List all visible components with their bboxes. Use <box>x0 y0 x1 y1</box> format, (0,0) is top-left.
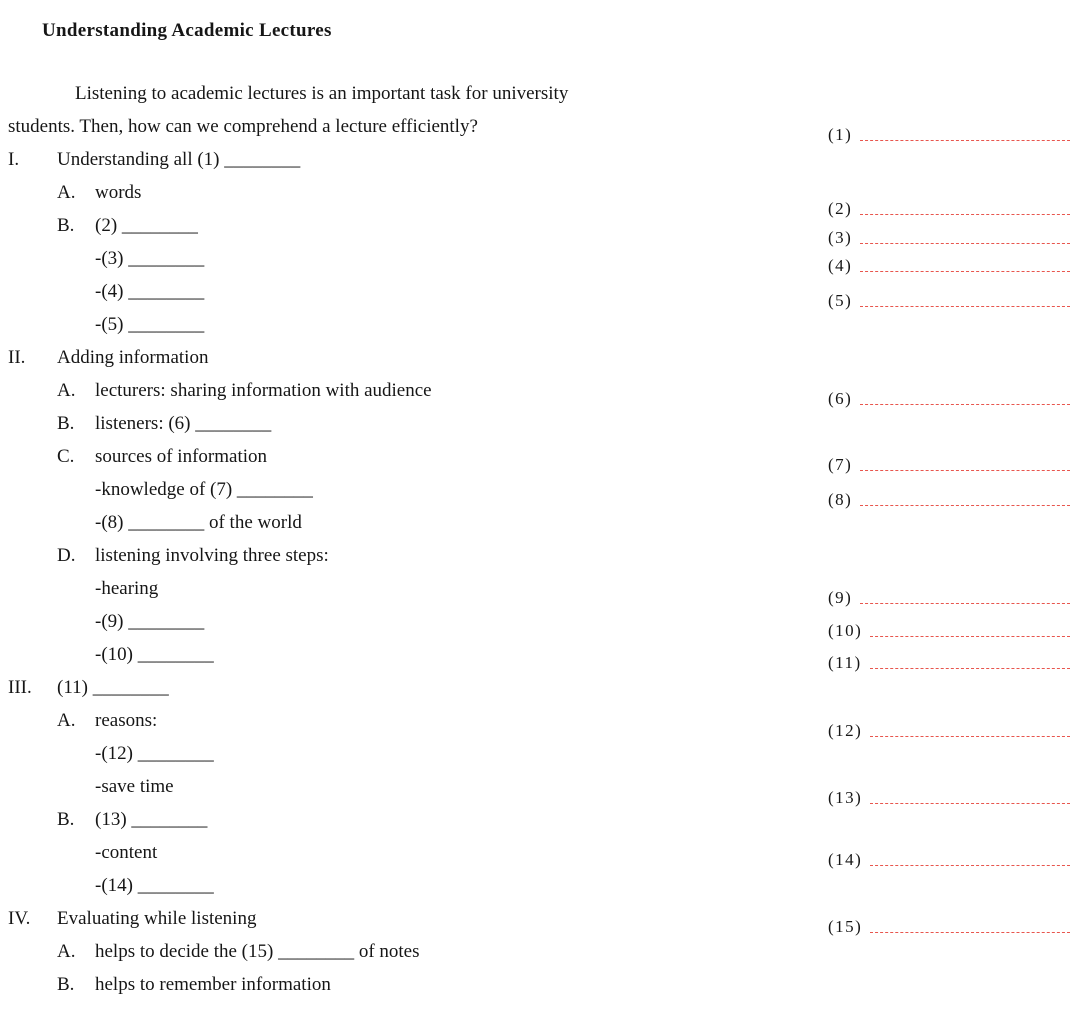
outline-marker: D. <box>57 545 76 566</box>
outline-marker: III. <box>8 677 32 698</box>
answer-number: (1) <box>828 125 853 144</box>
outline-row <box>8 869 820 902</box>
answer-number: (13) <box>828 788 863 807</box>
outline-text: -save time <box>95 776 174 797</box>
intro-paragraph <box>8 77 820 143</box>
answer-number: (10) <box>828 621 863 640</box>
outline-text: helps to remember information <box>95 974 331 995</box>
outline-row <box>8 803 820 836</box>
intro-line: students. Then, how can we comprehend a lecture efficiently? <box>8 116 478 137</box>
outline-row <box>8 473 820 506</box>
outline-text: -(12) ________ <box>95 743 214 764</box>
answer-row <box>828 121 1070 147</box>
outline-text: -(8) ________ of the world <box>95 512 302 533</box>
outline-column <box>8 14 820 1001</box>
outline-text: helps to decide the (15) ________ of notes <box>95 941 420 962</box>
page-title: Understanding Academic Lectures <box>42 20 332 41</box>
outline-row <box>8 605 820 638</box>
answer-number: (2) <box>828 199 853 218</box>
outline-text: listening involving three steps: <box>95 545 329 566</box>
answer-number: (3) <box>828 228 853 247</box>
outline-text: sources of information <box>95 446 268 467</box>
outline-row <box>8 374 820 407</box>
outline-text: (13) ________ <box>95 809 208 830</box>
outline-marker: A. <box>57 182 76 203</box>
outline-row <box>8 341 820 374</box>
answer-number: (6) <box>828 389 853 408</box>
outline-row <box>8 308 820 341</box>
answer-blank-line <box>860 306 1070 307</box>
outline-row <box>8 671 820 704</box>
answer-blank-line <box>860 140 1070 141</box>
outline-row <box>8 902 820 935</box>
outline-text: -(9) ________ <box>95 611 205 632</box>
outline-text: reasons: <box>95 710 158 731</box>
outline-marker: B. <box>57 974 75 995</box>
outline-row <box>8 440 820 473</box>
outline-text: -content <box>95 842 158 863</box>
outline-text: listeners: (6) ________ <box>95 413 272 434</box>
outline-row <box>8 176 820 209</box>
outline-marker: A. <box>57 380 76 401</box>
answer-number: (11) <box>828 653 862 672</box>
outline-text: words <box>95 182 142 203</box>
outline-row <box>8 572 820 605</box>
outline <box>8 143 820 1001</box>
outline-row <box>8 242 820 275</box>
outline-row <box>8 935 820 968</box>
outline-row <box>8 506 820 539</box>
answer-row <box>828 195 1070 221</box>
intro-line: Listening to academic lectures is an important task for university <box>75 83 569 104</box>
answer-blank-line <box>870 636 1070 637</box>
answer-blank-line <box>870 865 1070 866</box>
answer-row <box>828 649 1070 675</box>
answer-number: (14) <box>828 850 863 869</box>
answer-row <box>828 846 1070 872</box>
outline-marker: I. <box>8 149 20 170</box>
outline-text: -(5) ________ <box>95 314 205 335</box>
answer-blank-line <box>870 932 1070 933</box>
answer-number: (5) <box>828 291 853 310</box>
outline-text: lecturers: sharing information with audience <box>95 380 432 401</box>
outline-text: -hearing <box>95 578 159 599</box>
outline-text: -(3) ________ <box>95 248 205 269</box>
answer-row <box>828 385 1070 411</box>
outline-row <box>8 539 820 572</box>
outline-marker: B. <box>57 215 75 236</box>
outline-text: -(4) ________ <box>95 281 205 302</box>
outline-text: Understanding all (1) ________ <box>57 149 301 170</box>
answer-row <box>828 584 1070 610</box>
outline-text: -knowledge of (7) ________ <box>95 479 313 500</box>
outline-text: (11) ________ <box>57 677 169 698</box>
outline-marker: A. <box>57 941 76 962</box>
answer-number: (12) <box>828 721 863 740</box>
answer-row <box>828 784 1070 810</box>
outline-row <box>8 407 820 440</box>
outline-text: -(14) ________ <box>95 875 214 896</box>
answer-blank-line <box>860 505 1070 506</box>
outline-marker: II. <box>8 347 26 368</box>
answer-number: (8) <box>828 490 853 509</box>
answer-blank-line <box>870 736 1070 737</box>
answer-blank-line <box>860 214 1070 215</box>
outline-row <box>8 968 820 1001</box>
outline-text: Adding information <box>57 347 209 368</box>
outline-text: Evaluating while listening <box>57 908 257 929</box>
answer-number: (4) <box>828 256 853 275</box>
outline-text: (2) ________ <box>95 215 198 236</box>
answer-number: (7) <box>828 455 853 474</box>
answer-blank-line <box>870 803 1070 804</box>
answer-row <box>828 486 1070 512</box>
answer-blank-line <box>860 603 1070 604</box>
answer-blank-line <box>860 243 1070 244</box>
answer-row <box>828 224 1070 250</box>
outline-row <box>8 737 820 770</box>
outline-row <box>8 638 820 671</box>
outline-row <box>8 143 820 176</box>
outline-row <box>8 209 820 242</box>
answer-row <box>828 717 1070 743</box>
outline-marker: A. <box>57 710 76 731</box>
outline-row <box>8 770 820 803</box>
outline-row <box>8 275 820 308</box>
outline-marker: C. <box>57 446 75 467</box>
answer-row <box>828 287 1070 313</box>
answer-blank-line <box>860 271 1070 272</box>
answer-blank-line <box>860 470 1070 471</box>
outline-row <box>8 704 820 737</box>
answer-row <box>828 617 1070 643</box>
outline-marker: B. <box>57 413 75 434</box>
answer-number: (9) <box>828 588 853 607</box>
answer-row <box>828 252 1070 278</box>
outline-text: -(10) ________ <box>95 644 214 665</box>
answer-blank-line <box>870 668 1070 669</box>
answer-blank-line <box>860 404 1070 405</box>
outline-marker: B. <box>57 809 75 830</box>
outline-row <box>8 836 820 869</box>
answer-row <box>828 451 1070 477</box>
outline-marker: IV. <box>8 908 31 929</box>
answer-number: (15) <box>828 917 863 936</box>
answer-row <box>828 913 1070 939</box>
